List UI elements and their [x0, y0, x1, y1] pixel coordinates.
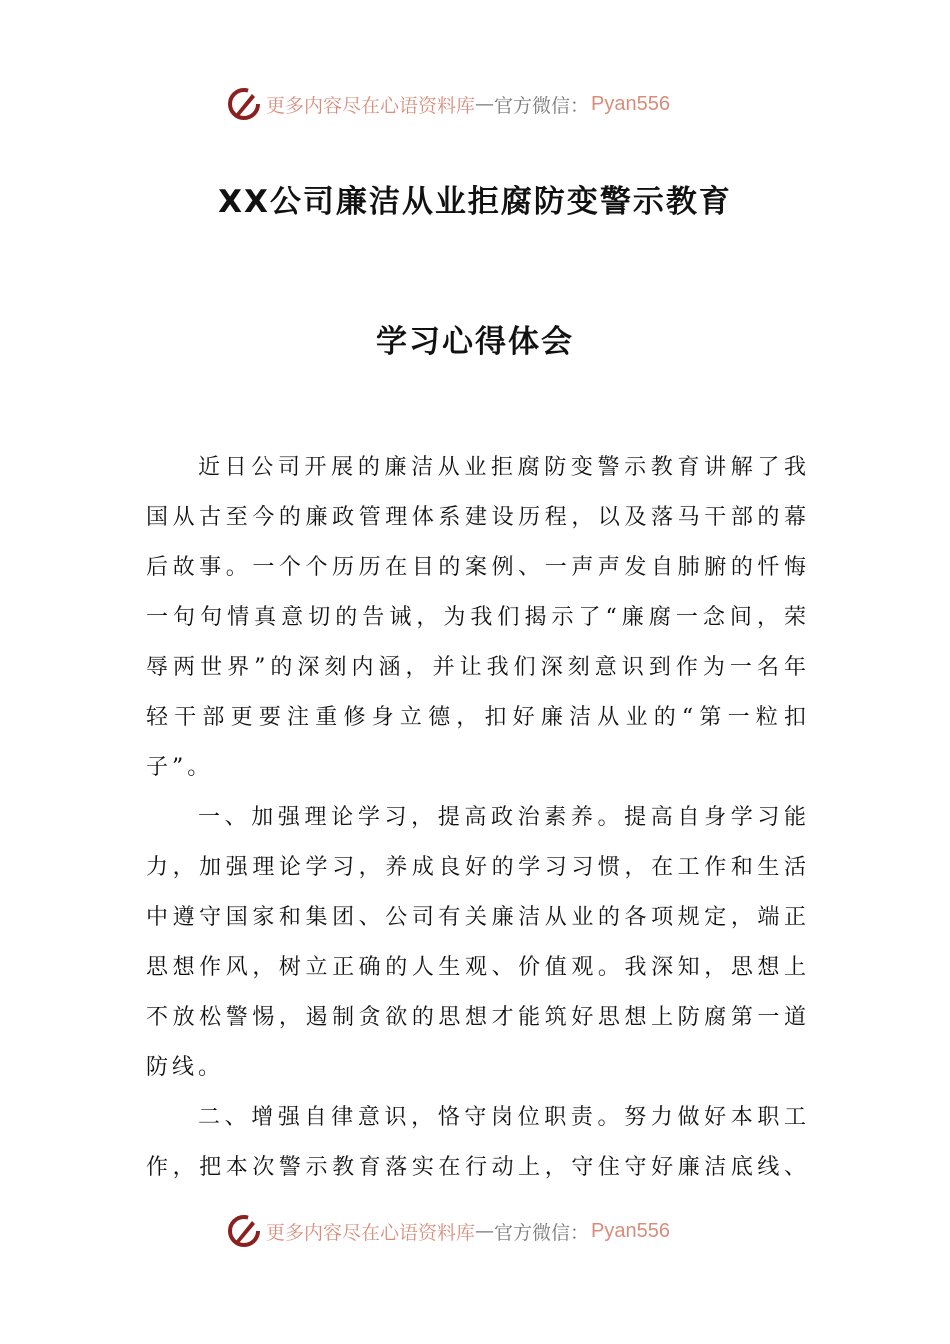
paragraph-line: 后故事。一个个历历在目的案例、一声声发自肺腑的忏悔 [146, 555, 806, 580]
paragraph-line: 近日公司开展的廉洁从业拒腐防变警示教育讲解了我 [198, 455, 806, 480]
watermark-id: Pyan556 [591, 92, 670, 115]
header-watermark [226, 84, 670, 124]
pen-logo-icon [226, 86, 262, 122]
paragraph-line: 防线。 [146, 1055, 225, 1080]
watermark-dash: — [475, 93, 495, 115]
watermark-site: 更多内容尽在心语资料库 [266, 94, 476, 117]
document-title-line1: XX公司廉洁从业拒腐防变警示教育 [218, 184, 732, 220]
paragraph-line: 辱两世界”的深刻内涵，并让我们深刻意识到作为一名年 [146, 655, 806, 680]
paragraph-line: 国从古至今的廉政管理体系建设历程，以及落马干部的幕 [146, 505, 806, 530]
footer-watermark [226, 1211, 670, 1251]
paragraph-line: 作，把本次警示教育落实在行动上，守住守好廉洁底线、 [146, 1155, 806, 1180]
watermark-dash: — [475, 1220, 495, 1242]
paragraph-line: 二、增强自律意识，恪守岗位职责。努力做好本职工 [198, 1105, 806, 1130]
paragraph-line: 中遵守国家和集团、公司有关廉洁从业的各项规定，端正 [146, 905, 806, 930]
paragraph-line: 子”。 [146, 755, 214, 780]
paragraph-line: 一、加强理论学习，提高政治素养。提高自身学习能 [198, 805, 806, 830]
paragraph-line: 思想作风，树立正确的人生观、价值观。我深知，思想上 [146, 955, 806, 980]
paragraph-line: 一句句情真意切的告诫，为我们揭示了“廉腐一念间，荣 [146, 605, 806, 630]
paragraph-line: 轻干部更要注重修身立德，扣好廉洁从业的“第一粒扣 [146, 705, 806, 730]
pen-logo-icon [226, 1213, 262, 1249]
watermark-site: 更多内容尽在心语资料库 [266, 1221, 476, 1244]
watermark-label: 官方微信： [494, 1221, 590, 1244]
paragraph-line: 力，加强理论学习，养成良好的学习习惯，在工作和生活 [146, 855, 806, 880]
watermark-id: Pyan556 [591, 1219, 670, 1242]
watermark-label: 官方微信： [494, 94, 590, 117]
paragraph-line: 不放松警惕，遏制贪欲的思想才能筑好思想上防腐第一道 [146, 1005, 806, 1030]
document-body [146, 448, 806, 1198]
document-title-line2: 学习心得体会 [376, 324, 574, 360]
